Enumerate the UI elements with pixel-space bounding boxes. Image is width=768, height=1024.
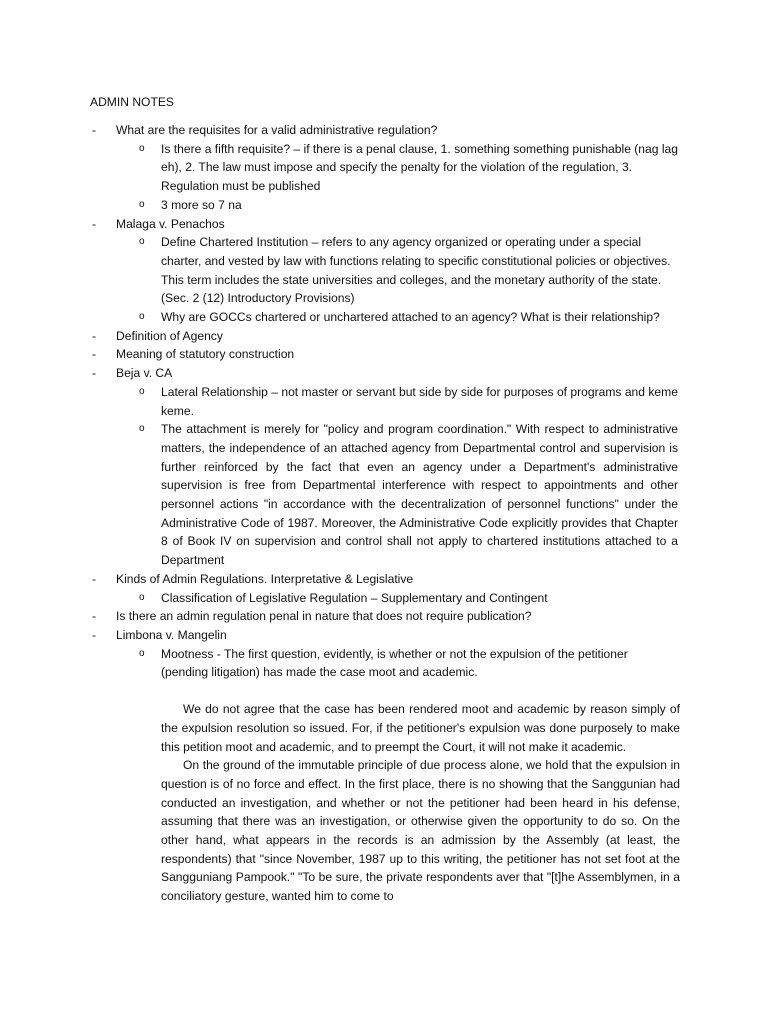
sub-item-text: Is there a fifth requisite? – if there is a penal clause, 1. something something punishable (nag lag eh), 2. The law must impose and specify the penalty for the violation of the regulation, 3. Regulation must be published: [161, 141, 678, 194]
sub-list-item: [0, 383, 678, 420]
dash-marker: -: [92, 627, 97, 642]
dash-marker: -: [92, 571, 97, 586]
list-item: [0, 364, 676, 383]
bullet-marker: o: [139, 647, 145, 659]
quote-paragraph: We do not agree that the case has been rendered moot and academic by reason simply of the expulsion resolution so issued. For, if the petitioner's expulsion was done purposely to make this petition moot and academic, and to preempt the Court, it will not make it academic.: [161, 702, 680, 754]
bullet-marker: o: [139, 591, 145, 603]
sub-list-item: [0, 420, 678, 570]
quote-paragraph: On the ground of the immutable principle of due process alone, we hold that the expulsion in question is of no force and effect. In the first place, there is no showing that the Sanggunian had conducted an investigation, and whether or not the petitioner had been heard in his defense, assuming that there was an investigation, or otherwise given the opportunity to do so. On the other hand, what appears in the records is an admission by the Assembly (at least, the respondents) that "since November, 1987 up to this writing, the petitioner has not set foot at the Sangguniang Pampook." "To be sure, the private respondents aver that "[t]he Assemblymen, in a conciliatory gesture, wanted him to come to: [161, 758, 680, 904]
sub-item-text: The attachment is merely for "policy and program coordination." With respect to administrative matters, the independence of an attached agency from Departmental control and supervision is further reinforced by the fact that even an agency under a Department's administrative supervision is free from Departmental interference with respect to appointments and other personnel actions "in accordance with the decentralization of personnel functions" under the Administrative Code of 1987. Moreover, the Administrative Code explicitly provides that Chapter 8 of Book IV on supervision and control shall not apply to chartered institutions attached to a Department: [161, 422, 678, 568]
item-text: Definition of Agency: [116, 328, 223, 343]
item-text: Malaga v. Penachos: [116, 216, 225, 231]
list-item: [0, 607, 676, 626]
list-item: [0, 345, 676, 364]
item-text: Limbona v. Mangelin: [116, 627, 227, 642]
notes-list: [0, 121, 768, 906]
sub-item-text: 3 more so 7 na: [161, 197, 242, 212]
item-text: Meaning of statutory construction: [116, 347, 295, 362]
bullet-marker: o: [139, 198, 145, 210]
sub-item-text: Mootness - The first question, evidently, is whether or not the expulsion of the petitioner (pending litigation) has made the case moot and academic.: [161, 646, 628, 680]
list-item: [0, 215, 676, 234]
sub-list-item: [0, 645, 678, 682]
dash-marker: -: [92, 609, 97, 624]
quoted-ruling: [0, 700, 680, 906]
item-text: Is there an admin regulation penal in nature that does not require publication?: [116, 609, 532, 624]
sub-item-text: Why are GOCCs chartered or unchartered attached to an agency? What is their relationship?: [161, 310, 660, 325]
sub-item-text: Classification of Legislative Regulation – Supplementary and Contingent: [161, 590, 548, 605]
bullet-marker: o: [139, 236, 145, 248]
dash-marker: -: [92, 328, 97, 343]
bullet-marker: o: [139, 142, 145, 154]
sub-list-item: [0, 196, 678, 215]
sub-item-text: Lateral Relationship – not master or servant but side by side for purposes of programs and keme keme.: [161, 384, 678, 418]
dash-marker: -: [92, 347, 97, 362]
sub-list-item: [0, 233, 678, 308]
bullet-marker: o: [139, 311, 145, 323]
item-text: Kinds of Admin Regulations. Interpretative & Legislative: [116, 571, 414, 586]
list-item: [0, 121, 676, 140]
sub-list-item: [0, 308, 678, 327]
page-title: ADMIN NOTES: [90, 95, 174, 109]
sub-list-item: [0, 589, 678, 608]
list-item: [0, 570, 676, 589]
list-item: [0, 626, 676, 645]
dash-marker: -: [92, 366, 97, 381]
sub-list-item: [0, 140, 678, 196]
bullet-marker: o: [139, 385, 145, 397]
sub-item-text: Define Chartered Institution – refers to any agency organized or operating under a special charter, and vested by law with functions relating to specific constitutional policies or objectives. This term includes the state universities and colleges, and the monetary authority of the state. (Sec. 2 (12) Introductory Provisions): [161, 235, 671, 306]
item-text: Beja v. CA: [116, 366, 173, 381]
bullet-marker: o: [139, 423, 145, 435]
item-text: What are the requisites for a valid administrative regulation?: [116, 123, 438, 137]
dash-marker: -: [92, 216, 97, 231]
dash-marker: -: [92, 123, 97, 137]
list-item: [0, 327, 676, 346]
